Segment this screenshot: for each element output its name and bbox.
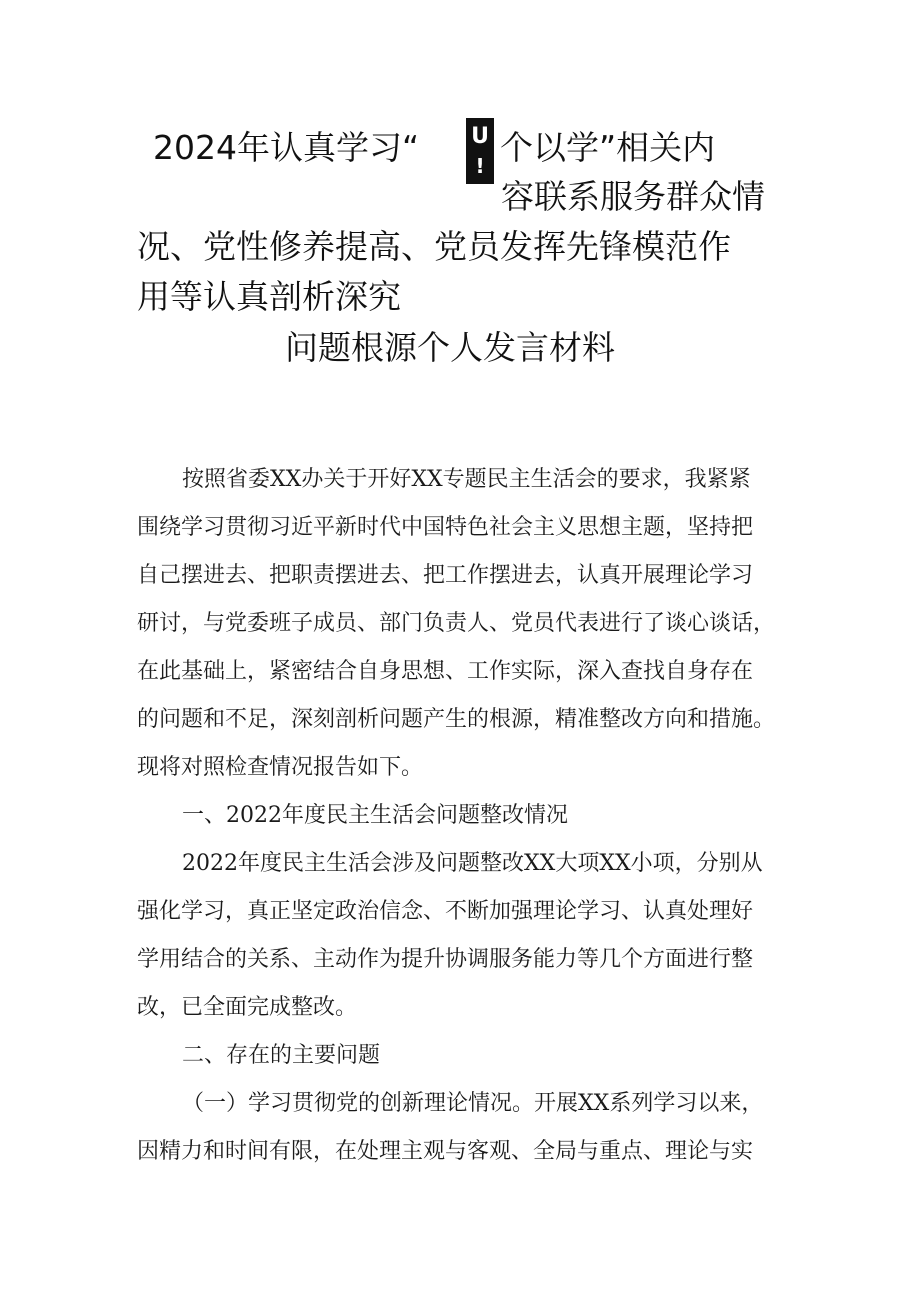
body-line-15: 因精力和时间有限，在处理主观与客观、全局与重点、理论与实 <box>137 1139 754 1164</box>
title-line-3: 况、党性修养提高、党员发挥先锋模范作 <box>137 227 731 266</box>
title-line-1b: 个以学”相关内 <box>500 128 716 167</box>
body-line-10: 强化学习，真正坚定政治信念、不断加强理论学习、认真处理好 <box>137 899 754 924</box>
title-line-1a: 2024年认真学习“ <box>153 128 420 167</box>
title-glyph-block <box>466 118 494 184</box>
title-glyph-char-2: ! <box>475 154 485 178</box>
body-line-14: （一）学习贯彻党的创新理论情况。开展XX系列学习以来， <box>182 1091 764 1116</box>
body-line-1: 按照省委XX办关于开好XX专题民主生活会的要求，我紧紧 <box>182 467 751 492</box>
title-glyph-char-1: U <box>471 124 489 149</box>
body-line-7: 现将对照检查情况报告如下。 <box>137 755 424 780</box>
body-line-3: 自己摆进去、把职责摆进去、把工作摆进去，认真开展理论学习 <box>137 563 754 588</box>
body-line-4: 研讨，与党委班子成员、部门负责人、党员代表进行了谈心谈话， <box>137 611 776 636</box>
body-line-12: 改，已全面完成整改。 <box>137 995 358 1020</box>
title-line-5: 问题根源个人发言材料 <box>285 328 615 367</box>
section-heading-2: 二、存在的主要问题 <box>182 1043 381 1068</box>
body-line-11: 学用结合的关系、主动作为提升协调服务能力等几个方面进行整 <box>137 947 754 972</box>
body-line-6: 的问题和不足，深刻剖析问题产生的根源，精准整改方向和措施。 <box>137 707 776 732</box>
body-line-2: 围绕学习贯彻习近平新时代中国特色社会主义思想主题，坚持把 <box>137 515 754 540</box>
section-heading-1: 一、2022年度民主生活会问题整改情况 <box>182 803 568 828</box>
title-line-2: 容联系服务群众情 <box>501 177 765 216</box>
body-line-5: 在此基础上，紧密结合自身思想、工作实际，深入查找自身存在 <box>137 659 754 684</box>
body-line-9: 2022年度民主生活会涉及问题整改XX大项XX小项，分别从 <box>182 851 763 876</box>
title-line-4: 用等认真剖析深究 <box>137 277 401 316</box>
